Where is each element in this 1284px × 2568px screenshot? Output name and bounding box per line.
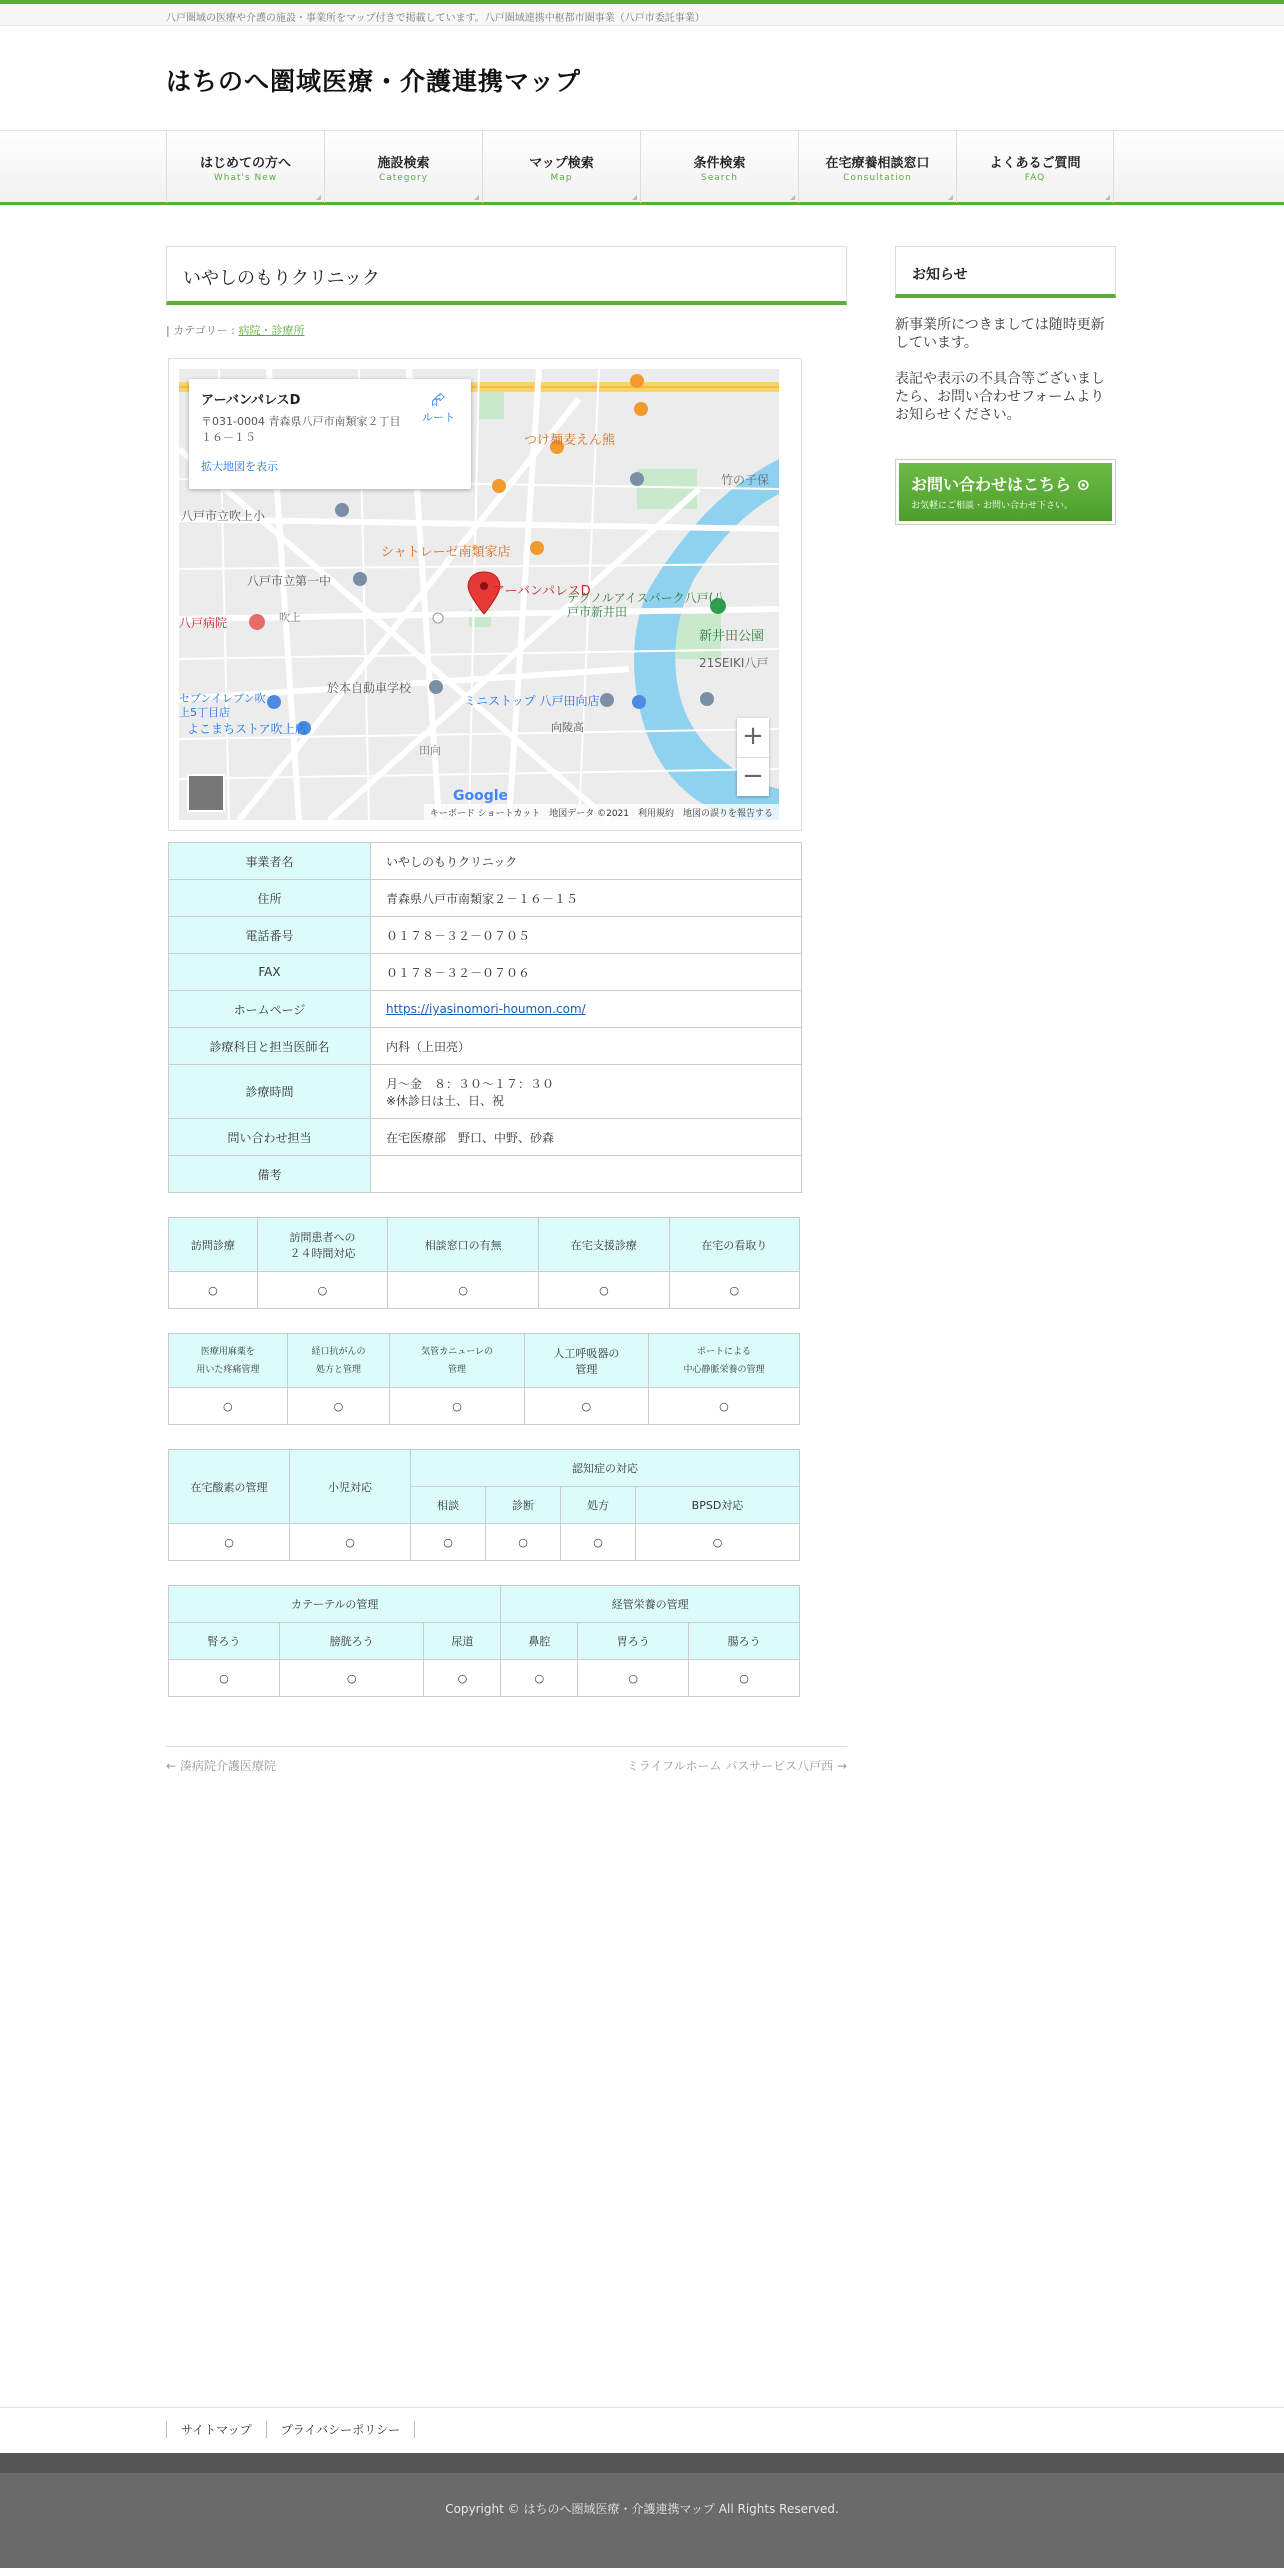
map-label: テクノルアイスパーク八戸(八戸市新井田 xyxy=(567,591,726,619)
map-label: 八戸市立第一中 xyxy=(247,574,332,588)
service-value: ○ xyxy=(486,1524,561,1561)
nav-label: 在宅療養相談窓口 xyxy=(825,156,930,171)
service-header-line: 管理 xyxy=(448,1364,467,1375)
service-subheader: 腎ろう xyxy=(169,1623,280,1660)
contact-banner-subtitle: お気軽にご相談・お問い合わせ下さい。 xyxy=(911,501,1074,511)
table-row xyxy=(169,880,802,917)
corner-arrow-icon xyxy=(1105,195,1110,200)
service-header: 小児対応 xyxy=(290,1450,411,1524)
homepage-link[interactable]: https://iyasinomori-houmon.com/ xyxy=(386,1002,586,1016)
service-header: 認知症の対応 xyxy=(411,1450,800,1487)
info-key: 備考 xyxy=(169,1156,371,1193)
info-value xyxy=(371,991,802,1028)
table-row xyxy=(169,1028,802,1065)
map-label: 八戸病院 xyxy=(179,616,228,630)
footer-strip xyxy=(0,2453,1284,2473)
service-value: ○ xyxy=(290,1524,411,1561)
service-subheader: 診断 xyxy=(486,1487,561,1524)
map-place-address: 〒031-0004 青森県八戸市南類家２丁目１６－１５ xyxy=(201,415,401,444)
info-value: ０１７８－３２－０７０５ xyxy=(371,917,802,954)
map-label: 田向 xyxy=(419,744,441,757)
directions-icon: ⮳ xyxy=(431,389,446,410)
service-header: 訪問診療 xyxy=(169,1218,258,1272)
satellite-toggle[interactable] xyxy=(187,774,225,812)
notice-text: 新事業所につきましては随時更新しています。 xyxy=(895,317,1105,351)
site-footer xyxy=(0,2453,1284,2568)
map-label: ミニストップ 八戸田向店 xyxy=(464,694,600,708)
service-value: ○ xyxy=(169,1272,258,1309)
nav-sublabel: Consultation xyxy=(843,173,912,183)
zoom-out-button[interactable]: − xyxy=(737,757,769,796)
service-subheader: 鼻腔 xyxy=(501,1623,578,1660)
table-row xyxy=(169,1119,802,1156)
service-value: ○ xyxy=(501,1660,578,1697)
facility-info-table xyxy=(168,842,802,1193)
table-header-row xyxy=(169,1623,800,1660)
service-header-line: ポートによる xyxy=(696,1346,751,1357)
service-header-line: 人工呼吸器の xyxy=(553,1346,620,1360)
nav-sublabel: FAQ xyxy=(1024,173,1046,183)
info-value xyxy=(371,1156,802,1193)
service-subheader: 腸ろう xyxy=(689,1623,800,1660)
table-header-row xyxy=(169,1450,800,1487)
info-value: 内科（上田亮） xyxy=(371,1028,802,1065)
service-value: ○ xyxy=(169,1660,280,1697)
info-key: 診療時間 xyxy=(169,1065,371,1119)
table-row xyxy=(169,1660,800,1697)
category-prefix: | カテゴリー : xyxy=(166,324,235,337)
table-header-row xyxy=(169,1218,800,1272)
corner-arrow-icon xyxy=(632,195,637,200)
map-label: セブンイレブン吹上5丁目店 xyxy=(179,692,266,719)
site-tagline: 八戸圏域の医療や介護の施設・事業所をマップ付きで掲載しています。八戸圏域連携中枢都市圏事業（八戸市委託事業） xyxy=(0,4,1284,26)
nav-sublabel: Search xyxy=(701,173,738,183)
nav-label: 施設検索 xyxy=(377,156,430,171)
next-post-link[interactable]: ミライフルホーム パスサービス八戸西 → xyxy=(626,1759,847,1773)
service-value: ○ xyxy=(411,1524,486,1561)
service-value: ○ xyxy=(539,1272,669,1309)
service-value: ○ xyxy=(636,1524,800,1561)
info-key: 住所 xyxy=(169,880,371,917)
map-label: 竹の子保 xyxy=(721,473,770,487)
page-title-box xyxy=(166,246,847,305)
service-value: ○ xyxy=(257,1272,387,1309)
corner-arrow-icon xyxy=(948,195,953,200)
table-row xyxy=(169,1388,800,1425)
service-value: ○ xyxy=(669,1272,799,1309)
service-header xyxy=(257,1218,387,1272)
service-header-line: 中心静脈栄養の管理 xyxy=(683,1364,765,1375)
contact-banner-button[interactable] xyxy=(895,459,1116,525)
service-value: ○ xyxy=(648,1388,799,1425)
service-subheader: 膀胱ろう xyxy=(279,1623,424,1660)
service-header: 経管栄養の管理 xyxy=(501,1586,800,1623)
notice-text: 表記や表示の不具合等ございましたら、お問い合わせフォームよりお知らせください。 xyxy=(895,371,1105,423)
google-map[interactable] xyxy=(179,369,779,820)
site-title[interactable]: はちのへ圏域医療・介護連携マップ xyxy=(166,67,582,96)
nav-item-faq[interactable] xyxy=(956,131,1114,203)
service-value: ○ xyxy=(561,1524,636,1561)
page-title: いやしのもりクリニック xyxy=(183,268,380,289)
service-table-4 xyxy=(168,1585,800,1697)
service-header xyxy=(169,1334,288,1388)
service-header: 在宅の看取り xyxy=(669,1218,799,1272)
service-header-line: ２４時間対応 xyxy=(289,1246,356,1260)
post-pager xyxy=(166,1746,847,1774)
service-value: ○ xyxy=(424,1660,501,1697)
zoom-control xyxy=(737,718,769,796)
nav-item-consultation[interactable] xyxy=(798,131,956,203)
service-header-line: 医療用麻薬を xyxy=(200,1346,255,1357)
info-value: いやしのもりクリニック xyxy=(371,843,802,880)
table-row xyxy=(169,1272,800,1309)
service-header xyxy=(524,1334,648,1388)
info-key: 問い合わせ担当 xyxy=(169,1119,371,1156)
service-header xyxy=(390,1334,525,1388)
nav-item-beginners[interactable] xyxy=(166,131,324,203)
copyright: Copyright © はちのへ圏域医療・介護連携マップ All Rights Reserved. xyxy=(445,2502,839,2516)
category-line xyxy=(166,322,847,338)
table-header-row xyxy=(169,1334,800,1388)
info-value: 在宅医療部 野口、中野、砂森 xyxy=(371,1119,802,1156)
contact-banner xyxy=(899,463,1112,521)
service-header-line: 管理 xyxy=(575,1362,598,1376)
table-row xyxy=(169,917,802,954)
nav-label: よくあるご質問 xyxy=(989,156,1081,171)
footer-link-sitemap[interactable]: サイトマップ xyxy=(166,2421,266,2438)
sidebar-title: お知らせ xyxy=(895,246,1116,298)
service-header-line: 気管カニューレの xyxy=(421,1346,493,1357)
info-value xyxy=(371,1065,802,1119)
map-label: つけ麺麦えん熊 xyxy=(524,433,616,448)
table-row xyxy=(169,954,802,991)
service-header: 在宅支援診療 xyxy=(539,1218,669,1272)
footer-link-privacy[interactable]: プライバシーポリシー xyxy=(266,2421,415,2438)
service-value: ○ xyxy=(390,1388,525,1425)
info-key: FAX xyxy=(169,954,371,991)
table-row xyxy=(169,1065,802,1119)
service-header xyxy=(287,1334,390,1388)
zoom-in-button[interactable]: + xyxy=(742,721,764,751)
footer-nav xyxy=(0,2407,1284,2453)
service-header xyxy=(648,1334,799,1388)
prev-post-link[interactable]: ← 湊病院介護医療院 xyxy=(166,1759,276,1773)
table-row xyxy=(169,843,802,880)
map-label: 向陵高 xyxy=(551,721,584,734)
marker-label: アーバンパレスD xyxy=(492,584,591,599)
table-row xyxy=(169,1524,800,1561)
map-label: シャトレーゼ南類家店 xyxy=(381,545,511,560)
service-header-line: 経口抗がんの xyxy=(311,1346,366,1357)
corner-arrow-icon xyxy=(790,195,795,200)
service-subheader: BPSD対応 xyxy=(636,1487,800,1524)
table-row xyxy=(169,1156,802,1193)
service-header-line: 用いた疼痛管理 xyxy=(196,1364,260,1375)
service-header: 在宅酸素の管理 xyxy=(169,1450,290,1524)
table-row xyxy=(169,991,802,1028)
category-link[interactable]: 病院・診療所 xyxy=(238,324,305,337)
service-header: 相談窓口の有無 xyxy=(388,1218,539,1272)
service-value: ○ xyxy=(689,1660,800,1697)
service-value: ○ xyxy=(524,1388,648,1425)
nav-label: 条件検索 xyxy=(693,156,746,171)
service-value: ○ xyxy=(388,1272,539,1309)
map-label: 新井田公園 xyxy=(699,629,765,644)
hours-line: 月～金 ８：３０～１７：３０ xyxy=(386,1076,555,1091)
map-label: 八戸市立吹上小 xyxy=(181,509,266,523)
map-frame xyxy=(168,358,802,831)
contact-banner-title: お問い合わせはこちら ⊙ xyxy=(911,475,1090,494)
corner-arrow-icon xyxy=(474,195,479,200)
nav-item-map[interactable] xyxy=(482,131,640,203)
site-header xyxy=(0,26,1284,130)
service-header: カテーテルの管理 xyxy=(169,1586,501,1623)
service-value: ○ xyxy=(169,1524,290,1561)
service-subheader: 相談 xyxy=(411,1487,486,1524)
info-key: 事業者名 xyxy=(169,843,371,880)
map-label: 於本自動車学校 xyxy=(327,681,412,695)
nav-sublabel: Map xyxy=(550,173,573,183)
map-label: 21SEIKI八戸 xyxy=(699,656,769,670)
map-label: よこまちストア吹上店 xyxy=(187,722,307,736)
route-label: ルート xyxy=(422,411,455,424)
nav-item-category[interactable] xyxy=(324,131,482,203)
main-content xyxy=(166,246,847,1774)
info-key: 診療科目と担当医師名 xyxy=(169,1028,371,1065)
service-header-line: 訪問患者への xyxy=(289,1230,356,1244)
map-label: 吹上 xyxy=(279,611,301,624)
service-table-1 xyxy=(168,1217,800,1309)
google-logo: Google xyxy=(453,788,509,804)
info-key: 電話番号 xyxy=(169,917,371,954)
info-value: ０１７８－３２－０７０６ xyxy=(371,954,802,991)
hours-note: ※休診日は土、日、祝 xyxy=(386,1093,505,1108)
route-button[interactable] xyxy=(422,391,455,425)
service-value: ○ xyxy=(279,1660,424,1697)
map-place-name: アーバンパレスD xyxy=(201,393,301,408)
service-value: ○ xyxy=(169,1388,288,1425)
sidebar xyxy=(895,246,1116,525)
service-table-3 xyxy=(168,1449,800,1561)
corner-arrow-icon xyxy=(316,195,321,200)
enlarge-map-link[interactable]: 拡大地図を表示 xyxy=(201,460,278,473)
nav-sublabel: Category xyxy=(378,173,429,183)
nav-item-search[interactable] xyxy=(640,131,798,203)
table-header-row xyxy=(169,1586,800,1623)
service-table-2 xyxy=(168,1333,800,1425)
nav-label: マップ検索 xyxy=(529,156,594,171)
service-subheader: 胃ろう xyxy=(578,1623,689,1660)
map-info-window xyxy=(189,379,471,489)
service-value: ○ xyxy=(287,1388,390,1425)
service-header-line: 処方と管理 xyxy=(315,1364,361,1375)
nav-label: はじめての方へ xyxy=(199,156,291,171)
info-value: 青森県八戸市南類家２－１６－１５ xyxy=(371,880,802,917)
info-key: ホームページ xyxy=(169,991,371,1028)
service-subheader: 処方 xyxy=(561,1487,636,1524)
global-nav xyxy=(0,130,1284,205)
service-subheader: 尿道 xyxy=(424,1623,501,1660)
map-footer[interactable]: キーボード ショートカット 地図データ ©2021 利用規約 地図の誤りを報告する xyxy=(424,804,779,820)
service-value: ○ xyxy=(578,1660,689,1697)
nav-sublabel: What's New xyxy=(213,173,278,183)
